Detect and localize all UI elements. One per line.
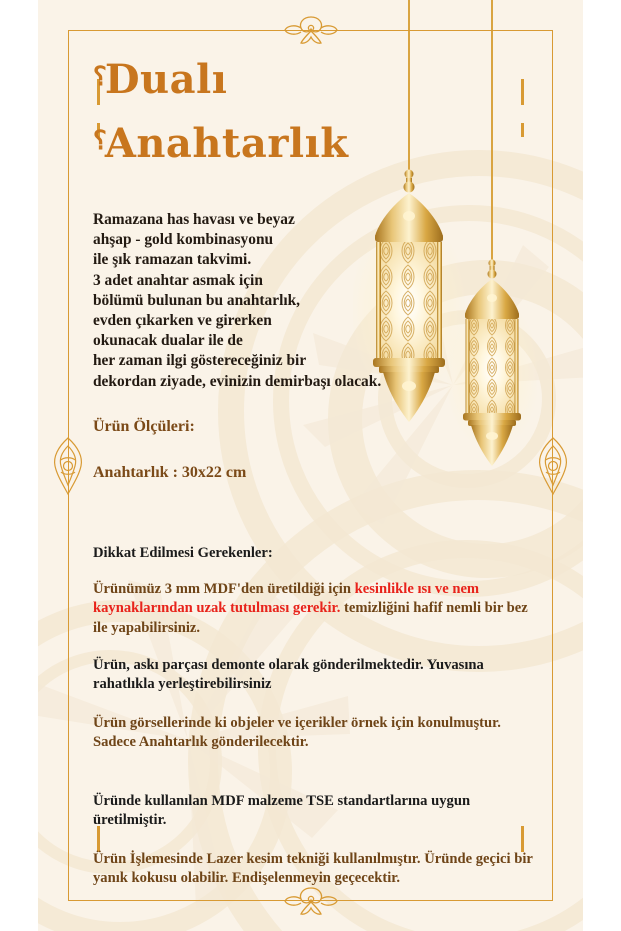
warning-item-4 <box>93 792 543 831</box>
dimensions-heading: Ürün Ölçüleri: <box>93 418 195 435</box>
warning-text-segment: kesinlikle ısı ve nem kaynaklarından uzak tutulması gerekir. <box>93 581 480 617</box>
product-title-line2: ؟Anahtarlık <box>93 120 349 167</box>
title-diacritic-icon: ؟ <box>93 62 107 92</box>
warning-item-5 <box>93 850 543 889</box>
warnings-heading: Dikkat Edilmesi Gerekenler: <box>93 545 273 561</box>
warning-text-segment: Üründe kullanılan MDF malzeme TSE standartlarına uygun üretilmiştir. <box>93 793 471 829</box>
warning-item-2 <box>93 656 543 695</box>
product-description: Ramazana has havası ve beyaz ahşap - gold kombinasyonu ile şık ramazan takvimi. 3 adet anahtar asmak için bölümü bulunan bu anahtarlık, evden çıkarken ve girerken okunacak dualar ile de her zaman ilgi göstereceğiniz bir dekordan ziyade, evinizin demirbaşı olacak. <box>93 211 382 390</box>
warning-text-segment: Ürünümüz 3 mm MDF'den üretildiği için <box>93 581 355 597</box>
product-title-line1: ؟Dualı <box>93 56 228 103</box>
warning-text-segment: temizliğini hafif nemli bir bez ile yapabilirsiniz. <box>93 600 528 636</box>
warning-item-3 <box>93 714 543 753</box>
warning-text-segment: Ürün, askı parçası demonte olarak gönderilmektedir. Yuvasına rahatlıkla yerleştirebilirsiniz <box>93 657 484 693</box>
warning-text-segment: Ürün İşlemesinde Lazer kesim tekniği kullanılmıştır. Üründe geçici bir yanık kokusu olabilir. Endişelenmeyin geçecektir. <box>93 851 533 887</box>
cream-card <box>38 0 583 931</box>
dimensions-value: Anahtarlık : 30x22 cm <box>93 464 247 481</box>
warning-text-segment: Ürün görsellerinde ki objeler ve içerikler örnek için konulmuştur. Sadece Anahtarlık gönderilecektir. <box>93 715 501 751</box>
warning-item-1 <box>93 580 543 638</box>
content-area <box>38 0 583 931</box>
title-diacritic-icon-2: ؟ <box>93 126 107 156</box>
